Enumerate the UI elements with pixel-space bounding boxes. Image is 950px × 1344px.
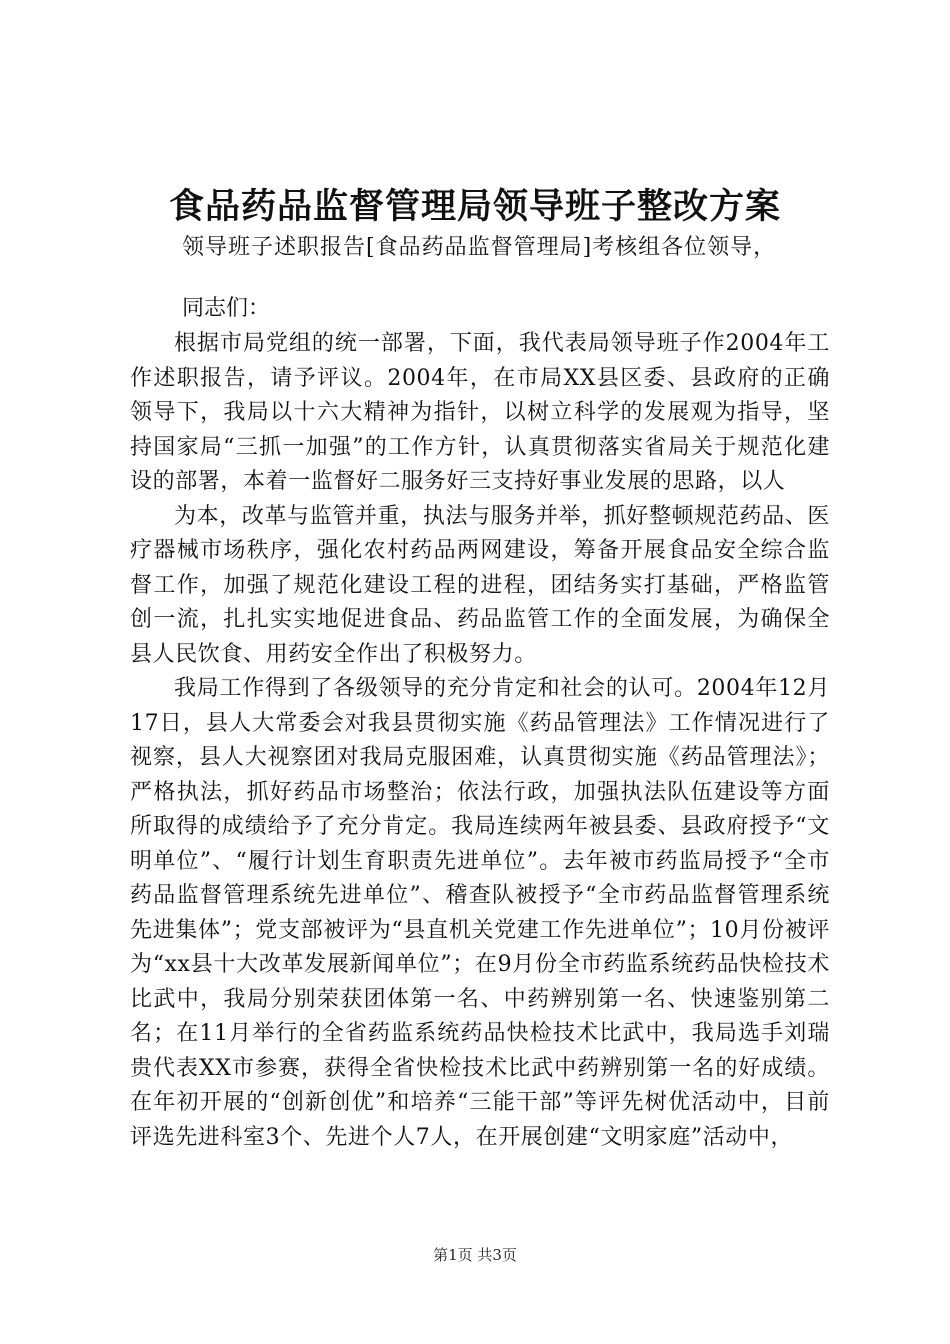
body-text bbox=[130, 327, 830, 1155]
greeting: 同志们： bbox=[182, 296, 271, 321]
paragraph: 我局工作得到了各级领导的充分肯定和社会的认可。2004年12月17日，县人大常委会对我县贯彻实施《药品管理法》工作情况进行了视察，县人大视察团对我局克服困难，认真贯彻实施《药品管理法》；严格执法，抓好药品市场整治；依法行政，加强执法队伍建设等方面所取得的成绩给予了充分肯定。我局连续两年被县委、县政府授予“文明单位”、“履行计划生育职责先进单位”。去年被市药监局授予“全市药品监督管理系统先进单位”、稽查队被授予“全市药品监督管理系统先进集体”；党支部被评为“县直机关党建工作先进单位”；10月份被评为“xx县十大改革发展新闻单位”；在9月份全市药监系统药品快检技术比武中，我局分别荣获团体第一名、中药辨别第一名、快速鉴别第二名；在11月举行的全省药监系统药品快检技术比武中，我局选手刘瑞贵代表XX市参赛，获得全省快检技术比武中药辨别第一名的好成绩。在年初开展的“创新创优”和培养“三能干部”等评先树优活动中，目前评选先进科室3个、先进个人7人，在开展创建“文明家庭”活动中， bbox=[130, 676, 830, 1150]
document-title: 食品药品监督管理局领导班子整改方案 bbox=[168, 186, 781, 227]
paragraph: 根据市局党组的统一部署，下面，我代表局领导班子作2004年工作述职报告，请予评议。2004年，在市局XX县区委、县政府的正确领导下，我局以十六大精神为指针，以树立科学的发展观为指导，坚持国家局“三抓一加强”的工作方针，认真贯彻落实省局关于规范化建设的部署，本着一监督好二服务好三支持好事业发展的思路，以人 bbox=[130, 331, 830, 494]
paragraph: 为本，改革与监管并重，执法与服务并举，抓好整顿规范药品、医疗器械市场秩序，强化农村药品两网建设，筹备开展食品安全综合监督工作，加强了规范化建设工程的进程，团结务实打基础，严格监管创一流，扎扎实实地促进食品、药品监管工作的全面发展，为确保全县人民饮食、用药安全作出了积极努力。 bbox=[130, 503, 830, 667]
intro-line: 领导班子述职报告[食品药品监督管理局]考核组各位领导， bbox=[182, 235, 777, 260]
page-footer: 第1页 共3页 bbox=[433, 1246, 517, 1264]
